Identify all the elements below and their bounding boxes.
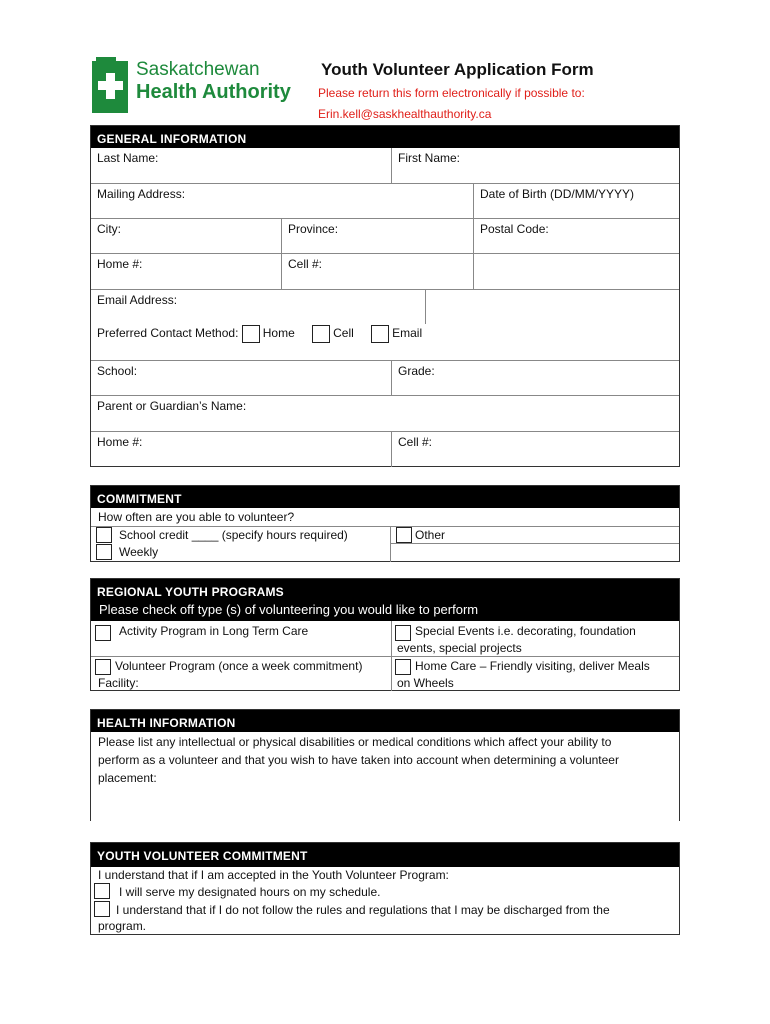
province-label: Province: [288,222,339,236]
special-events-checkbox[interactable] [395,625,411,641]
guardian-row [91,395,679,431]
address-row [91,183,679,218]
guardian-phone-row [91,431,679,467]
health-information-section [90,709,680,821]
school-field[interactable] [91,361,391,395]
school-row [91,360,679,395]
dob-field[interactable] [473,184,679,218]
activity-program-checkbox[interactable] [95,625,111,641]
contact-home-label: Home [262,326,295,341]
preferred-contact-label: Preferred Contact Method: [97,326,239,341]
volunteer-program-checkbox[interactable] [95,659,111,675]
youth-commitment-section [90,842,680,935]
home-care-label: Home Care – Friendly visiting, deliver Meals [415,659,650,673]
contact-cell-label: Cell [333,326,354,341]
youth-commitment-heading: YOUTH VOLUNTEER COMMITMENT [91,843,679,867]
programs-instruction: Please check off type (s) of volunteering you would like to perform [91,601,679,621]
grade-field[interactable] [391,361,679,395]
email-extra-field [425,290,679,324]
youth-commitment-intro: I understand that if I am accepted in the Youth Volunteer Program: [98,868,449,882]
city-label: City: [97,222,121,236]
special-events-label: Special Events i.e. decorating, foundation [415,624,636,638]
regional-programs-heading: REGIONAL YOUTH PROGRAMS [91,579,679,601]
commitment-question: How often are you able to volunteer? [98,510,295,524]
rules-label-cont: program. [98,919,147,933]
programs-row-divider [91,656,679,657]
saskatchewan-health-authority-logo [90,55,320,117]
blank-field [473,254,679,289]
return-email: Erin.kell@saskhealthauthority.ca [318,107,492,121]
home-phone-field[interactable] [91,254,281,289]
school-credit-checkbox[interactable] [96,527,112,543]
general-information-section [90,125,680,467]
other-checkbox[interactable] [396,527,412,543]
first-name-field[interactable] [391,148,679,183]
contact-email-checkbox[interactable] [371,325,389,343]
postal-code-label: Postal Code: [480,222,549,236]
cell-phone-label: Cell #: [288,257,323,271]
logo-line-2: Health Authority [136,81,291,103]
school-credit-label: School credit ____ (specify hours required) [119,528,348,542]
city-field[interactable] [91,219,281,253]
email-address-label: Email Address: [97,293,178,307]
guardian-name-field[interactable] [91,396,679,431]
facility-label: Facility: [98,676,139,690]
weekly-checkbox[interactable] [96,544,112,560]
serve-hours-label: I will serve my designated hours on my schedule. [119,885,381,899]
rules-label: I understand that if I do not follow the rules and regulations that I may be discharged from the [116,903,610,917]
name-row [91,148,679,183]
return-note: Please return this form electronically if possible to: [318,86,585,100]
phone-row [91,253,679,289]
province-field[interactable] [281,219,473,253]
email-address-field[interactable] [91,290,425,324]
dob-label: Date of Birth (DD/MM/YYYY) [480,187,635,201]
health-text-line-3: placement: [98,771,157,785]
province-cross-icon [90,55,132,117]
activity-program-label: Activity Program in Long Term Care [119,624,309,638]
city-row [91,218,679,253]
email-row [91,289,679,324]
home-care-checkbox[interactable] [395,659,411,675]
postal-code-field[interactable] [473,219,679,253]
contact-method-row [91,324,679,360]
home-phone-label: Home #: [97,257,143,271]
rules-checkbox[interactable] [94,901,110,917]
guardian-name-label: Parent or Guardian’s Name: [97,399,247,413]
special-events-label-cont: events, special projects [397,641,522,655]
guardian-cell-label: Cell #: [398,435,433,449]
health-information-heading: HEALTH INFORMATION [91,710,679,732]
school-label: School: [97,364,138,378]
commitment-heading: COMMITMENT [91,486,679,508]
health-text-line-1: Please list any intellectual or physical disabilities or medical conditions which affect your ability to [98,735,612,749]
contact-home-checkbox[interactable] [242,325,260,343]
contact-cell-checkbox[interactable] [312,325,330,343]
contact-email-label: Email [392,326,423,341]
cell-phone-field[interactable] [281,254,473,289]
volunteer-program-label: Volunteer Program (once a week commitment) [115,659,363,673]
serve-hours-checkbox[interactable] [94,883,110,899]
grade-label: Grade: [398,364,435,378]
last-name-label: Last Name: [97,151,159,165]
mailing-address-field[interactable] [91,184,473,218]
weekly-label: Weekly [119,545,159,559]
logo-line-1: Saskatchewan [136,59,260,80]
guardian-cell-field[interactable] [391,432,679,467]
guardian-home-field[interactable] [91,432,391,467]
commitment-section [90,485,680,562]
other-label: Other [415,528,446,542]
first-name-label: First Name: [398,151,461,165]
contact-method-field [91,324,679,360]
mailing-address-label: Mailing Address: [97,187,186,201]
regional-programs-section [90,578,680,691]
guardian-home-label: Home #: [97,435,143,449]
general-information-heading: GENERAL INFORMATION [91,126,679,148]
form-title: Youth Volunteer Application Form [321,60,594,79]
last-name-field[interactable] [91,148,391,183]
home-care-label-cont: on Wheels [397,676,454,690]
health-text-line-2: perform as a volunteer and that you wish to have taken into account when determining a volunteer [98,753,619,767]
